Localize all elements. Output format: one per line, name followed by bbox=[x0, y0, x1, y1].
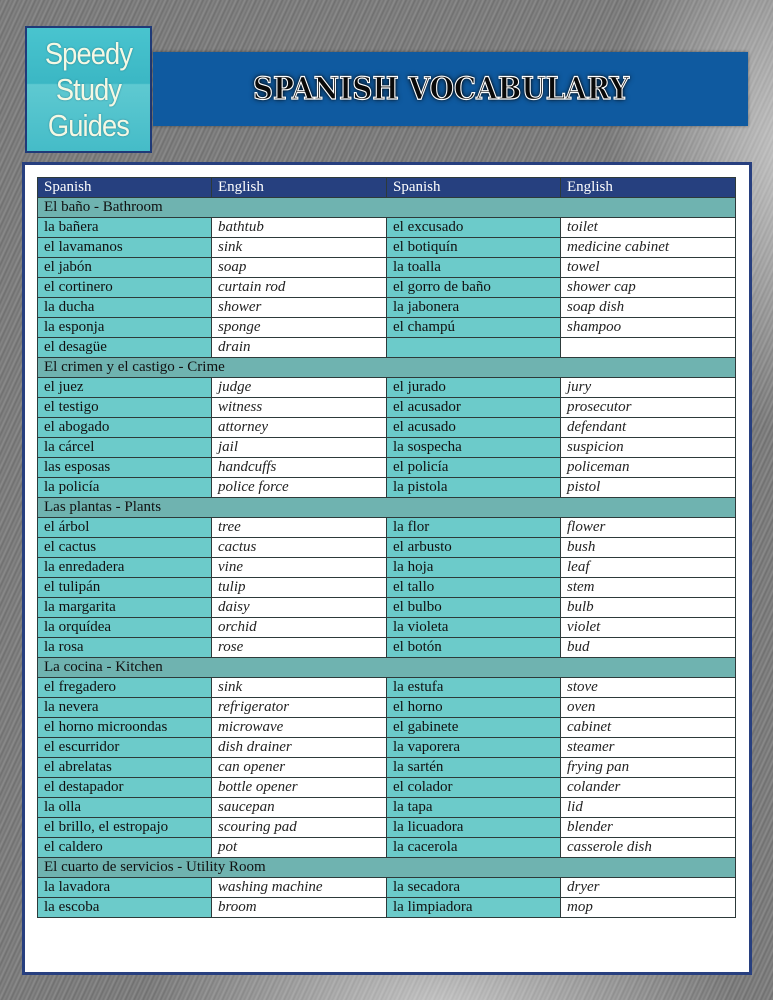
spanish-cell: la pistola bbox=[387, 478, 561, 498]
english-cell: tree bbox=[212, 518, 387, 538]
column-header-spanish: Spanish bbox=[38, 178, 212, 198]
column-header-english: English bbox=[212, 178, 387, 198]
english-cell: daisy bbox=[212, 598, 387, 618]
table-row bbox=[38, 718, 736, 738]
table-row bbox=[38, 838, 736, 858]
logo-line: Speedy bbox=[44, 35, 133, 71]
spanish-cell: la hoja bbox=[387, 558, 561, 578]
table-row bbox=[38, 738, 736, 758]
table-row bbox=[38, 538, 736, 558]
spanish-cell: el abogado bbox=[38, 418, 212, 438]
english-cell: casserole dish bbox=[561, 838, 736, 858]
section-row bbox=[38, 198, 736, 218]
english-cell: violet bbox=[561, 618, 736, 638]
english-cell: flower bbox=[561, 518, 736, 538]
spanish-cell: la estufa bbox=[387, 678, 561, 698]
english-cell: shower bbox=[212, 298, 387, 318]
spanish-cell: el cactus bbox=[38, 538, 212, 558]
section-row bbox=[38, 858, 736, 878]
table-row bbox=[38, 618, 736, 638]
spanish-cell: la jabonera bbox=[387, 298, 561, 318]
spanish-cell: el abrelatas bbox=[38, 758, 212, 778]
spanish-cell: el testigo bbox=[38, 398, 212, 418]
english-cell: defendant bbox=[561, 418, 736, 438]
spanish-cell: la toalla bbox=[387, 258, 561, 278]
section-row bbox=[38, 358, 736, 378]
english-cell: washing machine bbox=[212, 878, 387, 898]
spanish-cell: el horno microondas bbox=[38, 718, 212, 738]
spanish-cell: la ducha bbox=[38, 298, 212, 318]
table-row bbox=[38, 698, 736, 718]
table-row bbox=[38, 778, 736, 798]
spanish-cell: el cortinero bbox=[38, 278, 212, 298]
section-title: El cuarto de servicios - Utility Room bbox=[38, 858, 736, 878]
spanish-cell: el escurridor bbox=[38, 738, 212, 758]
spanish-cell: el acusador bbox=[387, 398, 561, 418]
spanish-cell: la secadora bbox=[387, 878, 561, 898]
english-cell: drain bbox=[212, 338, 387, 358]
section-title: El baño - Bathroom bbox=[38, 198, 736, 218]
spanish-cell: la sartén bbox=[387, 758, 561, 778]
english-cell: towel bbox=[561, 258, 736, 278]
logo-line: Guides bbox=[47, 107, 130, 143]
english-cell: shampoo bbox=[561, 318, 736, 338]
spanish-cell: la rosa bbox=[38, 638, 212, 658]
spanish-cell: la enredadera bbox=[38, 558, 212, 578]
logo-line: Study bbox=[55, 71, 122, 107]
english-cell: handcuffs bbox=[212, 458, 387, 478]
spanish-cell: el bulbo bbox=[387, 598, 561, 618]
spanish-cell: la escoba bbox=[38, 898, 212, 918]
english-cell: sink bbox=[212, 678, 387, 698]
english-cell: witness bbox=[212, 398, 387, 418]
spanish-cell: el policía bbox=[387, 458, 561, 478]
english-cell: bottle opener bbox=[212, 778, 387, 798]
english-cell: lid bbox=[561, 798, 736, 818]
spanish-cell: el botón bbox=[387, 638, 561, 658]
english-cell: shower cap bbox=[561, 278, 736, 298]
spanish-cell: el lavamanos bbox=[38, 238, 212, 258]
spanish-cell: la tapa bbox=[387, 798, 561, 818]
english-cell: pistol bbox=[561, 478, 736, 498]
spanish-cell: la flor bbox=[387, 518, 561, 538]
english-cell: can opener bbox=[212, 758, 387, 778]
spanish-cell: la cárcel bbox=[38, 438, 212, 458]
table-row bbox=[38, 478, 736, 498]
spanish-cell: la bañera bbox=[38, 218, 212, 238]
spanish-cell: el acusado bbox=[387, 418, 561, 438]
spanish-cell: el gorro de baño bbox=[387, 278, 561, 298]
table-row bbox=[38, 458, 736, 478]
english-cell: attorney bbox=[212, 418, 387, 438]
english-cell: medicine cabinet bbox=[561, 238, 736, 258]
english-cell bbox=[561, 338, 736, 358]
english-cell: bud bbox=[561, 638, 736, 658]
english-cell: blender bbox=[561, 818, 736, 838]
section-title: El crimen y el castigo - Crime bbox=[38, 358, 736, 378]
english-cell: bathtub bbox=[212, 218, 387, 238]
spanish-cell: el gabinete bbox=[387, 718, 561, 738]
spanish-cell: la cacerola bbox=[387, 838, 561, 858]
english-cell: curtain rod bbox=[212, 278, 387, 298]
spanish-cell: el champú bbox=[387, 318, 561, 338]
table-row bbox=[38, 298, 736, 318]
english-cell: colander bbox=[561, 778, 736, 798]
english-cell: scouring pad bbox=[212, 818, 387, 838]
table-row bbox=[38, 318, 736, 338]
english-cell: frying pan bbox=[561, 758, 736, 778]
section-row bbox=[38, 658, 736, 678]
spanish-cell: el tulipán bbox=[38, 578, 212, 598]
spanish-cell: la nevera bbox=[38, 698, 212, 718]
spanish-cell: el brillo, el estropajo bbox=[38, 818, 212, 838]
english-cell: bulb bbox=[561, 598, 736, 618]
spanish-cell: el árbol bbox=[38, 518, 212, 538]
spanish-cell: la olla bbox=[38, 798, 212, 818]
english-cell: toilet bbox=[561, 218, 736, 238]
spanish-cell: el excusado bbox=[387, 218, 561, 238]
table-row bbox=[38, 438, 736, 458]
english-cell: bush bbox=[561, 538, 736, 558]
spanish-cell: el juez bbox=[38, 378, 212, 398]
spanish-cell: el horno bbox=[387, 698, 561, 718]
table-row bbox=[38, 378, 736, 398]
table-row bbox=[38, 578, 736, 598]
table-row bbox=[38, 558, 736, 578]
english-cell: dish drainer bbox=[212, 738, 387, 758]
spanish-cell: el botiquín bbox=[387, 238, 561, 258]
table-row bbox=[38, 638, 736, 658]
english-cell: rose bbox=[212, 638, 387, 658]
spanish-cell bbox=[387, 338, 561, 358]
spanish-cell: el jabón bbox=[38, 258, 212, 278]
english-cell: sink bbox=[212, 238, 387, 258]
spanish-cell: la lavadora bbox=[38, 878, 212, 898]
english-cell: steamer bbox=[561, 738, 736, 758]
spanish-cell: la licuadora bbox=[387, 818, 561, 838]
spanish-cell: la sospecha bbox=[387, 438, 561, 458]
spanish-cell: la vaporera bbox=[387, 738, 561, 758]
table-row bbox=[38, 418, 736, 438]
speedy-study-guides-logo bbox=[25, 26, 152, 153]
english-cell: prosecutor bbox=[561, 398, 736, 418]
spanish-cell: el jurado bbox=[387, 378, 561, 398]
table-row bbox=[38, 238, 736, 258]
english-cell: saucepan bbox=[212, 798, 387, 818]
english-cell: broom bbox=[212, 898, 387, 918]
table-row bbox=[38, 818, 736, 838]
english-cell: dryer bbox=[561, 878, 736, 898]
english-cell: vine bbox=[212, 558, 387, 578]
spanish-cell: la orquídea bbox=[38, 618, 212, 638]
spanish-cell: el colador bbox=[387, 778, 561, 798]
spanish-cell: las esposas bbox=[38, 458, 212, 478]
table-row bbox=[38, 898, 736, 918]
title-banner bbox=[153, 52, 748, 126]
section-title: La cocina - Kitchen bbox=[38, 658, 736, 678]
vocabulary-panel bbox=[22, 162, 752, 975]
english-cell: refrigerator bbox=[212, 698, 387, 718]
spanish-cell: el fregadero bbox=[38, 678, 212, 698]
section-row bbox=[38, 498, 736, 518]
table-row bbox=[38, 758, 736, 778]
english-cell: cabinet bbox=[561, 718, 736, 738]
english-cell: leaf bbox=[561, 558, 736, 578]
vocabulary-table bbox=[37, 177, 736, 918]
header-row bbox=[38, 178, 736, 198]
spanish-cell: el arbusto bbox=[387, 538, 561, 558]
english-cell: microwave bbox=[212, 718, 387, 738]
spanish-cell: la limpiadora bbox=[387, 898, 561, 918]
spanish-cell: el caldero bbox=[38, 838, 212, 858]
spanish-cell: el destapador bbox=[38, 778, 212, 798]
column-header-spanish: Spanish bbox=[387, 178, 561, 198]
english-cell: pot bbox=[212, 838, 387, 858]
english-cell: tulip bbox=[212, 578, 387, 598]
section-title: Las plantas - Plants bbox=[38, 498, 736, 518]
spanish-cell: la esponja bbox=[38, 318, 212, 338]
spanish-cell: la violeta bbox=[387, 618, 561, 638]
page-title: SPANISH VOCABULARY bbox=[253, 71, 630, 107]
table-row bbox=[38, 258, 736, 278]
english-cell: sponge bbox=[212, 318, 387, 338]
english-cell: judge bbox=[212, 378, 387, 398]
english-cell: mop bbox=[561, 898, 736, 918]
table-row bbox=[38, 598, 736, 618]
table-row bbox=[38, 278, 736, 298]
english-cell: oven bbox=[561, 698, 736, 718]
english-cell: soap bbox=[212, 258, 387, 278]
english-cell: police force bbox=[212, 478, 387, 498]
spanish-cell: el desagüe bbox=[38, 338, 212, 358]
english-cell: stove bbox=[561, 678, 736, 698]
spanish-cell: la margarita bbox=[38, 598, 212, 618]
english-cell: cactus bbox=[212, 538, 387, 558]
table-row bbox=[38, 878, 736, 898]
english-cell: jury bbox=[561, 378, 736, 398]
table-row bbox=[38, 518, 736, 538]
english-cell: policeman bbox=[561, 458, 736, 478]
english-cell: orchid bbox=[212, 618, 387, 638]
english-cell: stem bbox=[561, 578, 736, 598]
table-row bbox=[38, 338, 736, 358]
table-row bbox=[38, 398, 736, 418]
column-header-english: English bbox=[561, 178, 736, 198]
spanish-cell: la policía bbox=[38, 478, 212, 498]
english-cell: suspicion bbox=[561, 438, 736, 458]
table-row bbox=[38, 218, 736, 238]
table-row bbox=[38, 678, 736, 698]
vocabulary-body bbox=[38, 198, 736, 918]
english-cell: soap dish bbox=[561, 298, 736, 318]
table-row bbox=[38, 798, 736, 818]
english-cell: jail bbox=[212, 438, 387, 458]
spanish-cell: el tallo bbox=[387, 578, 561, 598]
